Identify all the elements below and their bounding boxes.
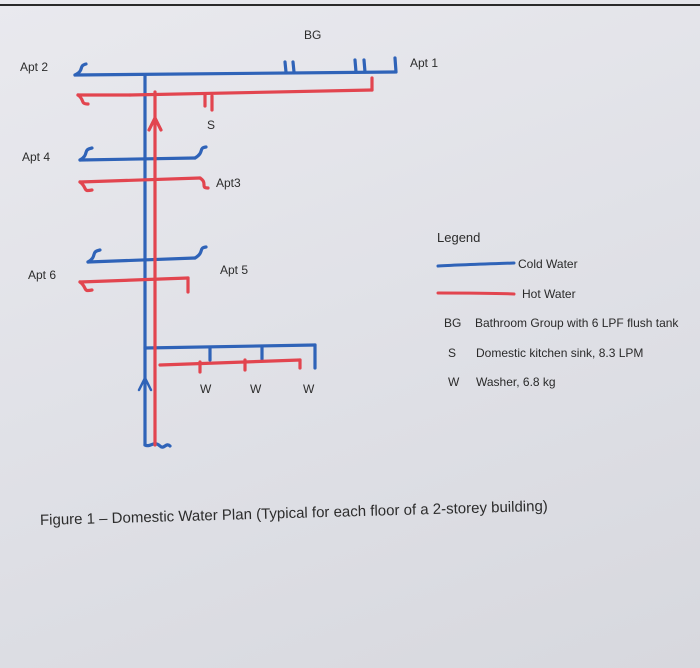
label-apt4: Apt 4	[22, 150, 51, 164]
label-apt6: Apt 6	[28, 268, 57, 282]
legend-cold-line	[436, 258, 516, 270]
label-bg: BG	[304, 28, 322, 42]
label-s: S	[207, 118, 216, 132]
legend-desc-s: Domestic kitchen sink, 8.3 LPM	[476, 346, 644, 360]
legend-desc-bg: Bathroom Group with 6 LPF flush tank	[475, 316, 679, 330]
legend-code-bg: BG	[444, 316, 462, 330]
legend-code-w: W	[448, 375, 460, 389]
legend-desc-w: Washer, 6.8 kg	[476, 375, 556, 389]
label-w-2: W	[250, 382, 262, 396]
legend-code-s: S	[448, 346, 457, 360]
label-w-1: W	[200, 382, 212, 396]
cold-water-pipes	[75, 58, 396, 447]
legend-hot-line	[436, 287, 516, 299]
legend-cold-label: Cold Water	[518, 257, 578, 271]
label-apt1: Apt 1	[410, 56, 439, 70]
label-apt5: Apt 5	[220, 263, 249, 277]
label-apt3: Apt3	[216, 176, 241, 190]
legend-title: Legend	[437, 230, 481, 245]
label-apt2: Apt 2	[20, 60, 49, 74]
figure-caption: Figure 1 – Domestic Water Plan (Typical for each floor of a 2-storey building)	[39, 497, 549, 529]
label-w-3: W	[303, 382, 315, 396]
legend-hot-label: Hot Water	[522, 287, 576, 301]
